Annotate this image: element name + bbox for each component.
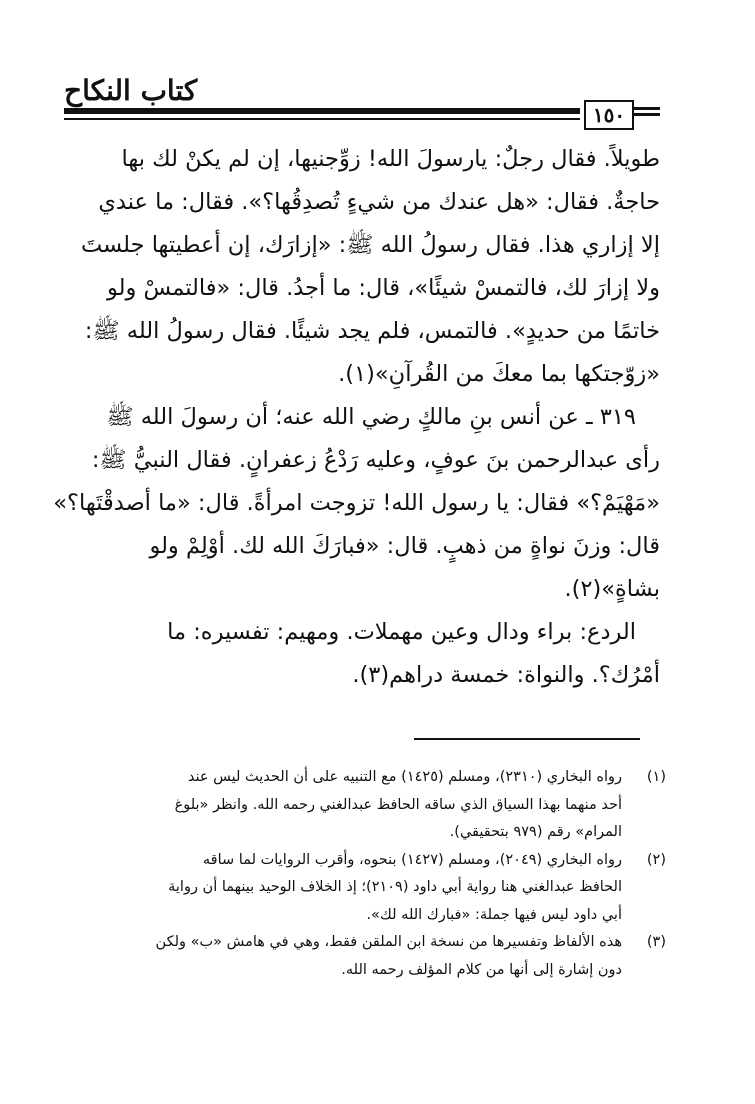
- footnote-line: أحد منهما بهذا السياق الذي ساقه الحافظ عبدالغني رحمه الله. وانظر «بلوغ: [174, 796, 622, 813]
- text-line: خاتمًا من حديدٍ». فالتمس، فلم يجد شيئًا. فقال رسولُ الله ﷺ:: [84, 318, 660, 344]
- text-line: أمْرُك؟. والنواة: خمسة دراهم(٣).: [352, 662, 660, 688]
- running-header-title: كتاب النكاح: [64, 74, 198, 107]
- footnote-number: (٣): [646, 934, 666, 950]
- text-line: إلا إزاري هذا. فقال رسولُ الله ﷺ: «إزارَك، إن أعطيتها جلستَ: [81, 232, 660, 258]
- text-line: ولا إزارَ لك، فالتمسْ شيئًا»، قال: ما أجدُ. قال: «فالتمسْ ولو: [107, 275, 660, 301]
- text-line: حاجةٌ. فقال: «هل عندك من شيءٍ تُصدِقُها؟». فقال: ما عندي: [98, 189, 660, 215]
- text-line: رأى عبدالرحمن بنَ عوفٍ، وعليه رَدْعُ زعفرانٍ. فقال النبيُّ ﷺ:: [91, 447, 660, 473]
- footnote-separator: [414, 738, 640, 740]
- footnote-3: [66, 929, 666, 984]
- footnote-1: [66, 764, 666, 847]
- footnote-line: دون إشارة إلى أنها من كلام المؤلف رحمه الله.: [341, 961, 622, 978]
- footnote-number: (١): [646, 769, 666, 785]
- header-rule-thin: [64, 118, 580, 120]
- page-number: ١٥٠: [584, 100, 634, 130]
- text-line: «زوّجتكها بما معكَ من القُرآنِ»(١).: [338, 361, 660, 387]
- hadith-heading-line: ٣١٩ ـ عن أنس بنِ مالكٍ رضي الله عنه؛ أن رسولَ الله ﷺ: [106, 404, 636, 430]
- text-line: قال: وزنَ نواةٍ من ذهبٍ. قال: «فبارَكَ الله لك. أوْلِمْ ولو: [149, 533, 660, 559]
- header-rule-thick: [64, 108, 580, 114]
- footnote-line: الحافظ عبدالغني هنا رواية أبي داود (٢١٠٩)؛ إذ الخلاف الوحيد بينهما أن رواية: [168, 879, 622, 895]
- main-text: [52, 138, 660, 697]
- footnote-line: هذه الألفاظ وتفسيرها من نسخة ابن الملقن فقط، وهي في هامش «ب» ولكن: [155, 934, 622, 950]
- footnote-number: (٢): [646, 851, 666, 868]
- text-line: «مَهْيَمْ؟» فقال: يا رسول الله! تزوجت امرأةً. قال: «ما أصدقْتَها؟»: [53, 490, 660, 516]
- footnote-line: المرام» رقم (٩٧٩ بتحقيقي).: [449, 824, 622, 840]
- footnote-line: رواه البخاري (٢٣١٠)، ومسلم (١٤٢٥) مع التنبيه على أن الحديث ليس عند: [187, 769, 622, 785]
- text-line: بشاةٍ»(٢).: [564, 576, 660, 602]
- page-number-ornament: [634, 107, 660, 121]
- explanation-line: الردع: براء ودال وعين مهملات. ومهيم: تفسيره: ما: [167, 619, 636, 645]
- footnote-line: رواه البخاري (٢٠٤٩)، ومسلم (١٤٢٧) بنحوه، وأقرب الروايات لما ساقه: [202, 851, 622, 868]
- text-line: طويلاً. فقال رجلٌ: يارسولَ الله! زوِّجنيها، إن لم يكنْ لك بها: [121, 146, 660, 172]
- footnotes: [66, 764, 666, 984]
- footnote-2: [66, 847, 666, 930]
- footnote-line: أبي داود ليس فيها جملة: «فبارك الله لك».: [366, 906, 622, 923]
